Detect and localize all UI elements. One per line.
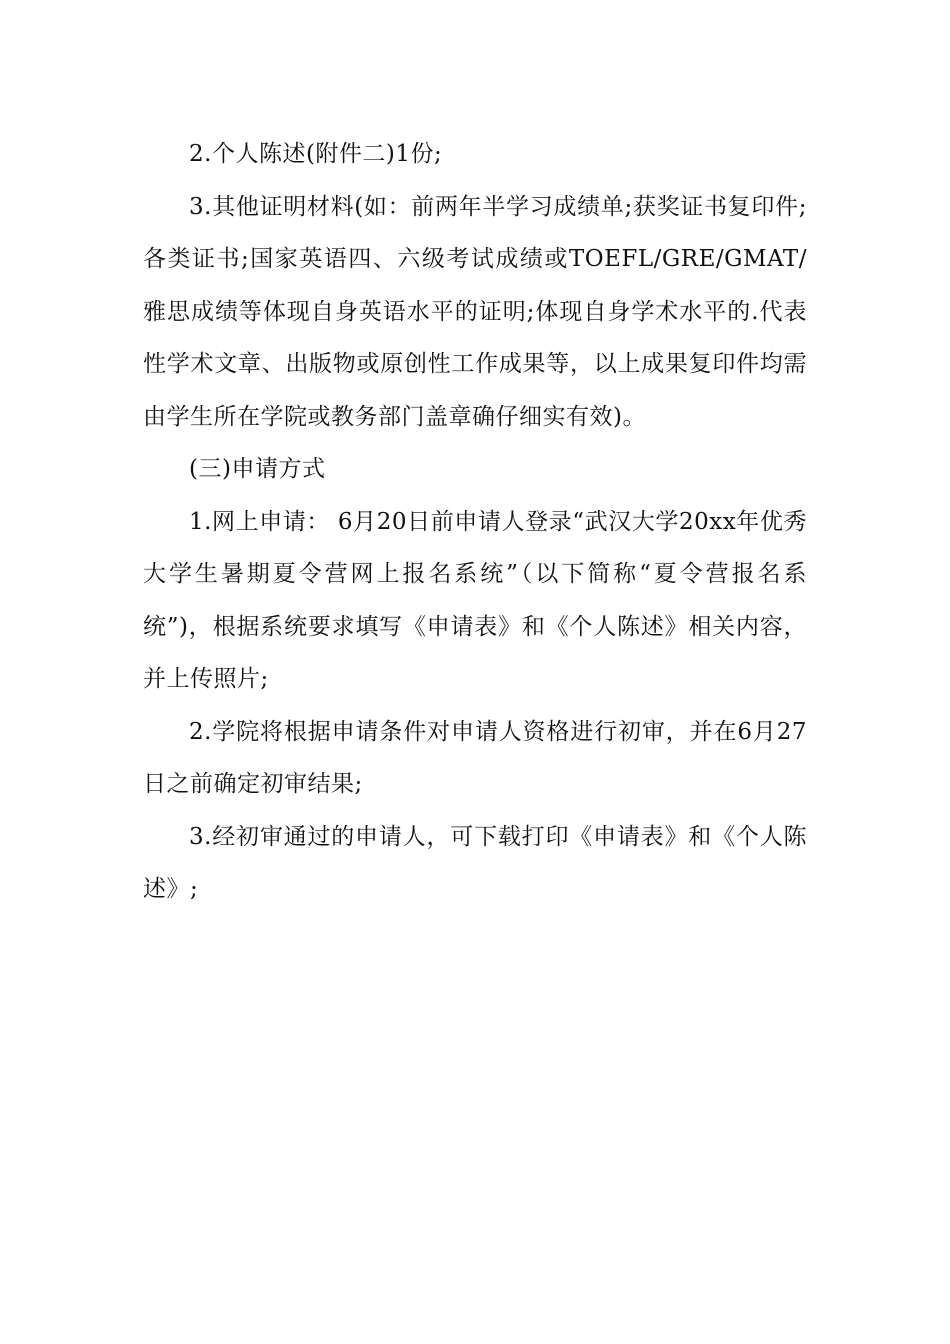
document-body [143, 128, 807, 916]
paragraph-download-print: 3.经初审通过的申请人，可下载打印《申请表》和《个人陈述》; [143, 823, 807, 902]
paragraph-preliminary-review: 2.学院将根据申请条件对申请人资格进行初审，并在6月27日之前确定初审结果; [143, 718, 807, 797]
section-heading-application-method: (三)申请方式 [189, 456, 326, 482]
paragraph-other-materials: 3.其他证明材料(如：前两年半学习成绩单;获奖证书复印件;各类证书;国家英语四、六级考试成绩或TOEFL/GRE/GMAT/雅思成绩等体现自身英语水平的证明;体现自身学术水平的.代表性学术文章、出版物或原创性工作成果等，以上成果复印件均需由学生所在学院或教务部门盖章确仔细实有效)。 [143, 193, 807, 430]
paragraph-online-application: 1.网上申请： 6月20日前申请人登录“武汉大学20xx年优秀大学生暑期夏令营网上报名系统”（以下简称“夏令营报名系统”)，根据系统要求填写《申请表》和《个人陈述》相关内容，并上传照片; [143, 508, 807, 692]
paragraph-personal-statement: 2.个人陈述(附件二)1份; [189, 141, 443, 167]
